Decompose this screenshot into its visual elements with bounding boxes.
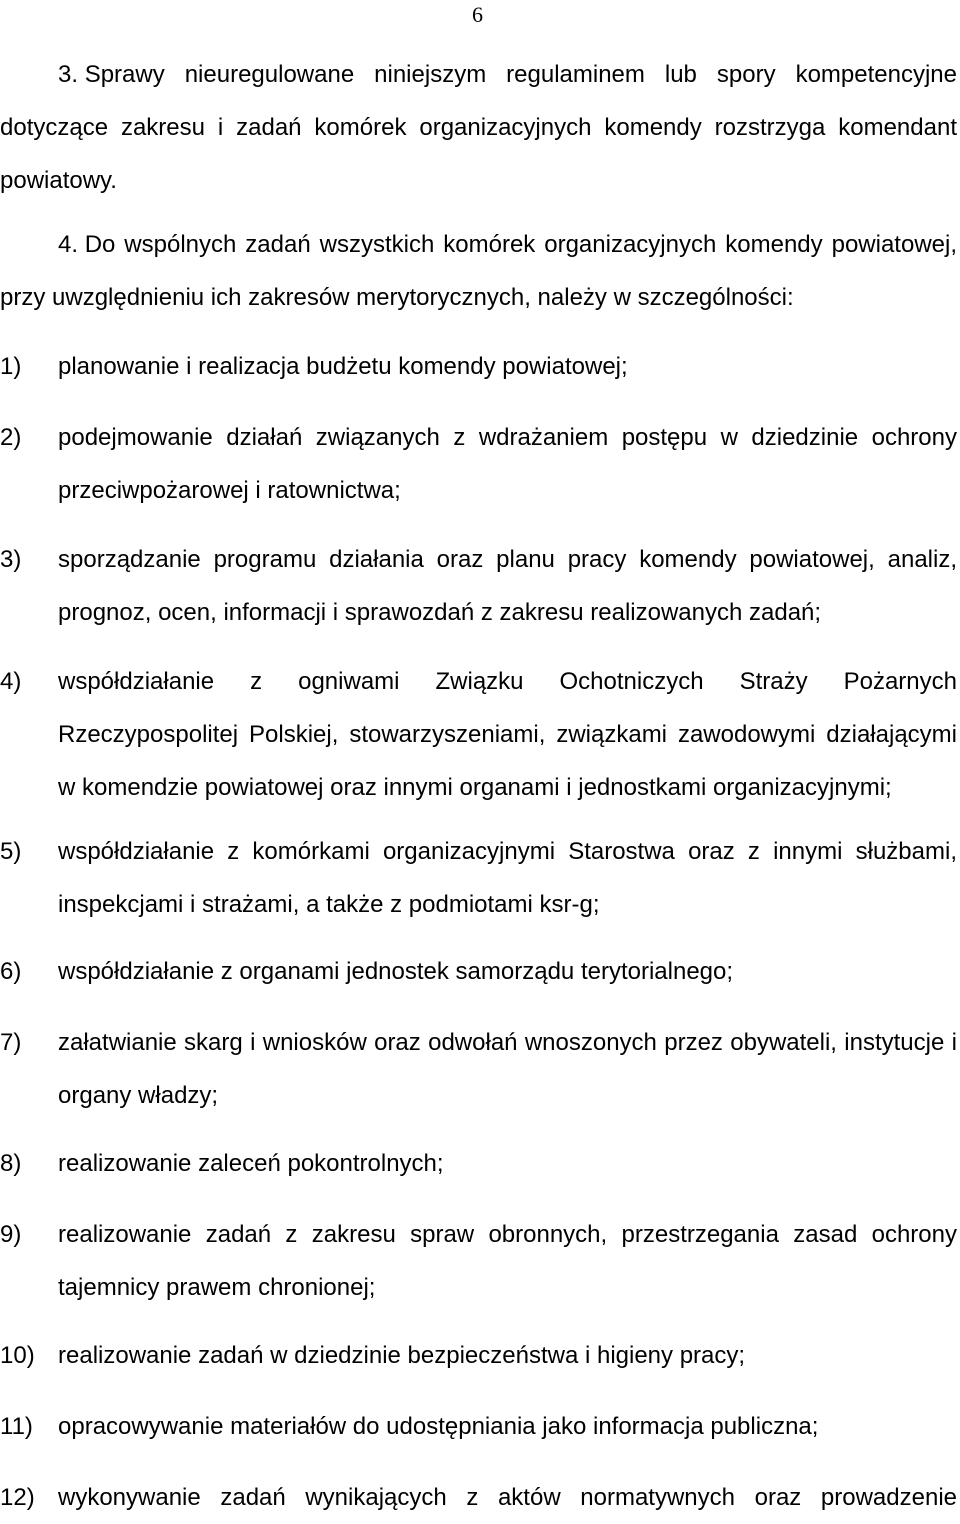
list-item-text: opracowywanie materiałów do udostępniania jako informacja publiczna; xyxy=(58,1413,819,1440)
list-item-number: 6) xyxy=(0,958,22,985)
list-item-text: wykonywanie zadań wynikających z aktów normatywnych oraz prowadzenie xyxy=(58,1484,957,1511)
list-item xyxy=(0,1329,957,1382)
list-item xyxy=(0,1208,957,1314)
list-item-number: 12) xyxy=(0,1484,35,1511)
paragraph-text: Do wspólnych zadań wszystkich komórek organizacyjnych komendy powiatowej, przy uwzględnieniu ich zakresów merytorycznych, należy w szczególności: xyxy=(0,231,957,311)
list-item-number: 7) xyxy=(0,1029,22,1056)
page-number: 6 xyxy=(472,2,483,27)
list-item-text: planowanie i realizacja budżetu komendy powiatowej; xyxy=(58,353,628,380)
list-item-text: współdziałanie z ogniwami Związku Ochotniczych Straży Pożarnych Rzeczypospolitej Polskiej, stowarzyszeniami, związkami zawodowymi działającymi w komendzie powiatowej oraz innymi organami i jednostkami organizacyjnymi; xyxy=(58,668,957,801)
list-item xyxy=(0,655,957,814)
list-item-number: 11) xyxy=(0,1413,33,1440)
list-item-text: realizowanie zadań z zakresu spraw obronnych, przestrzegania zasad ochrony tajemnicy prawem chronionej; xyxy=(58,1221,957,1301)
list-item xyxy=(0,340,957,393)
list-item-text: podejmowanie działań związanych z wdrażaniem postępu w dziedzinie ochrony przeciwpożarowej i ratownictwa; xyxy=(58,424,957,504)
list-item-number: 4) xyxy=(0,668,22,695)
paragraph-4 xyxy=(0,218,957,324)
list-item-number: 1) xyxy=(0,353,22,380)
list-item xyxy=(0,1137,957,1190)
paragraph-text: Sprawy nieuregulowane niniejszym regulaminem lub spory kompetencyjne dotyczące zakresu i zadań komórek organizacyjnych komendy rozstrzyga komendant powiatowy. xyxy=(0,61,957,194)
list-item-text: współdziałanie z organami jednostek samorządu terytorialnego; xyxy=(58,958,734,985)
list-item xyxy=(0,533,957,639)
list-item-number: 10) xyxy=(0,1342,35,1369)
list-item xyxy=(0,1016,957,1122)
list-item-number: 5) xyxy=(0,838,22,865)
paragraph-number: 3. xyxy=(58,61,79,88)
list-item xyxy=(0,945,957,998)
list-item xyxy=(0,1471,957,1524)
list-item-number: 8) xyxy=(0,1150,22,1177)
list-item-number: 3) xyxy=(0,546,22,573)
list-item-text: załatwianie skarg i wniosków oraz odwołań wnoszonych przez obywateli, instytucje i organy władzy; xyxy=(58,1029,957,1109)
list-item-number: 2) xyxy=(0,424,22,451)
list-item-text: realizowanie zaleceń pokontrolnych; xyxy=(58,1150,444,1177)
list-item-text: realizowanie zadań w dziedzinie bezpieczeństwa i higieny pracy; xyxy=(58,1342,746,1369)
list-item xyxy=(0,825,957,931)
list-item-text: sporządzanie programu działania oraz planu pracy komendy powiatowej, analiz, prognoz, ocen, informacji i sprawozdań z zakresu realizowanych zadań; xyxy=(58,546,957,626)
list-item xyxy=(0,411,957,517)
paragraph-number: 4. xyxy=(58,231,79,258)
paragraph-3 xyxy=(0,48,957,207)
list-item xyxy=(0,1400,957,1453)
list-item-text: współdziałanie z komórkami organizacyjnymi Starostwa oraz z innymi służbami, inspekcjami i strażami, a także z podmiotami ksr-g; xyxy=(58,838,957,918)
list-item-number: 9) xyxy=(0,1221,22,1248)
